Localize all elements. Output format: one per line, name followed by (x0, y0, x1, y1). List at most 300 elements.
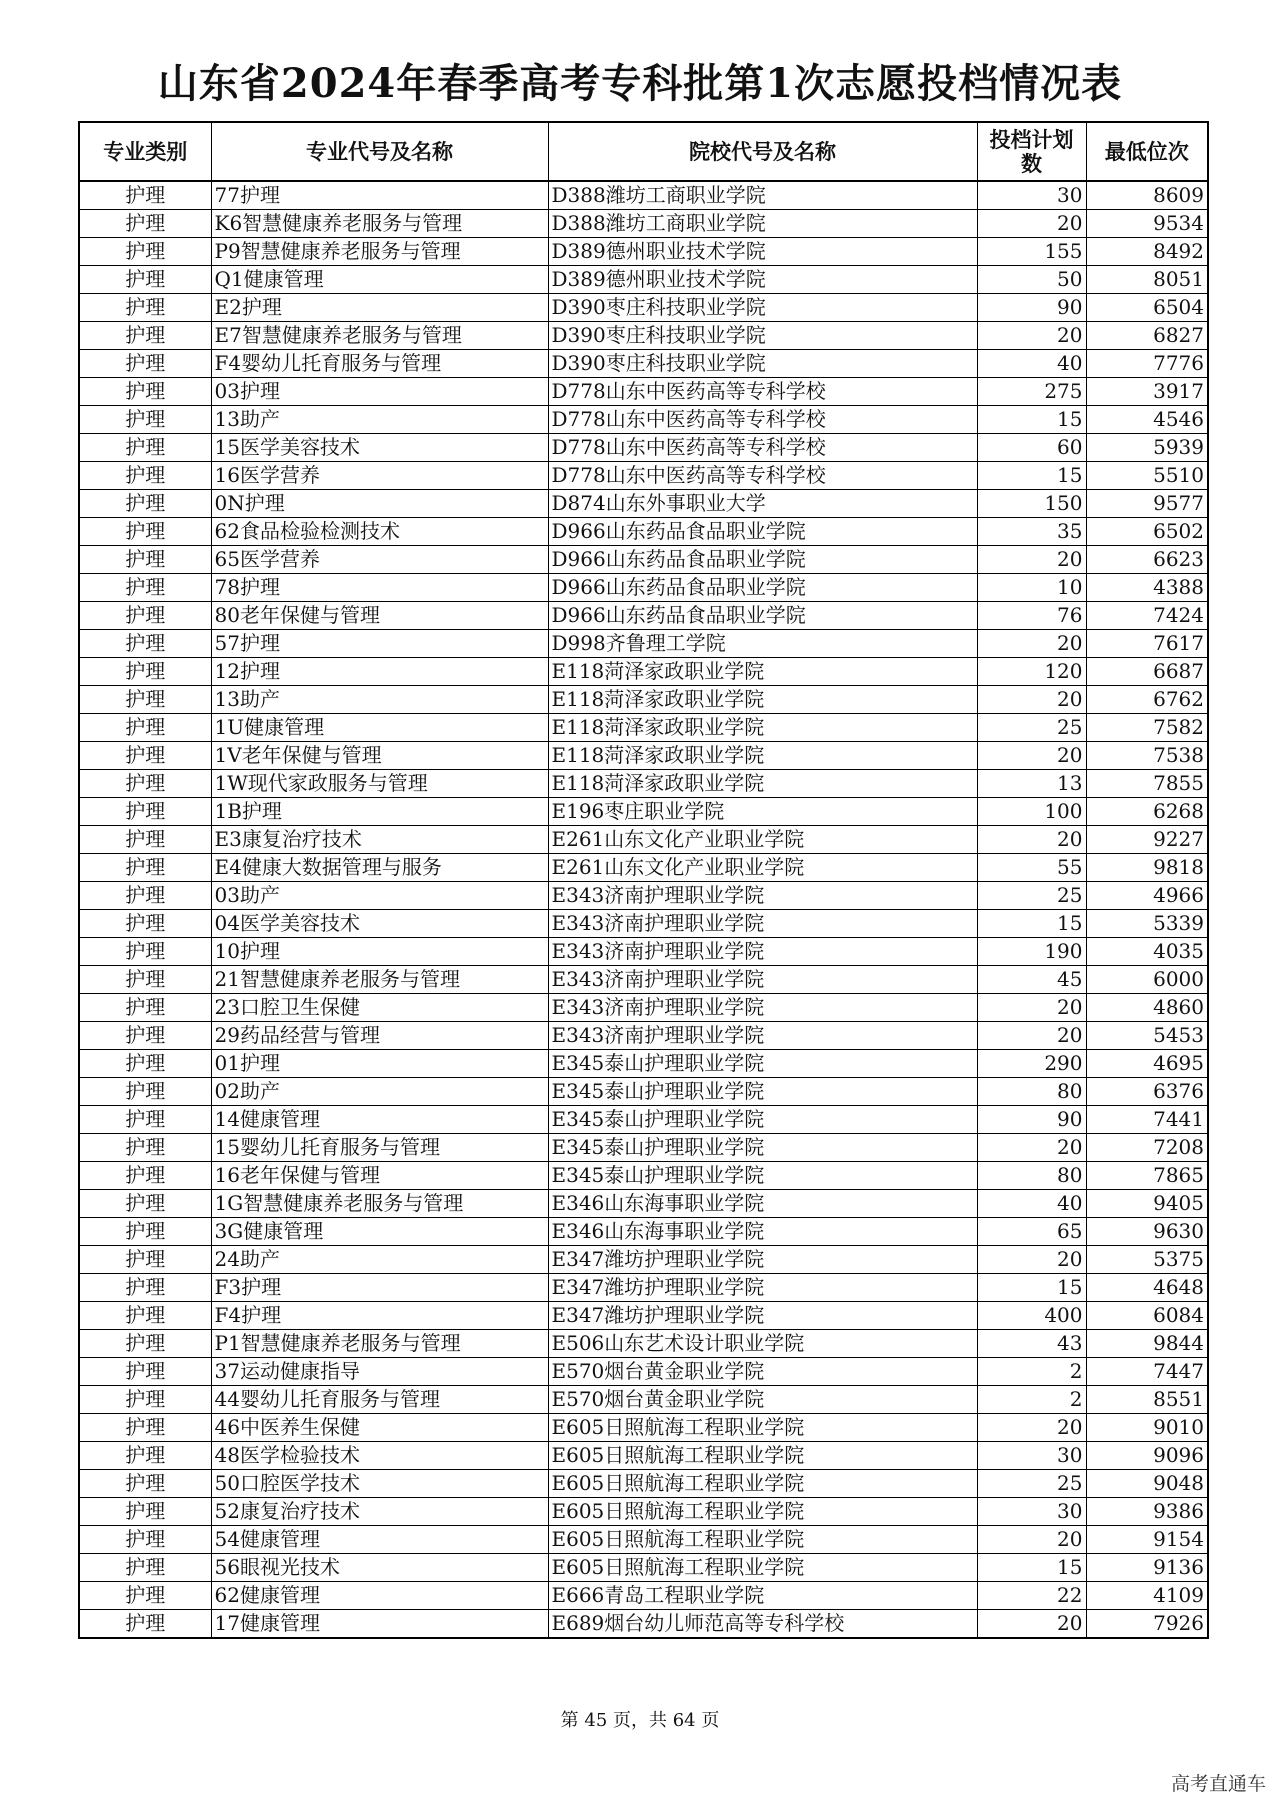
table-row (79, 1442, 1208, 1470)
cell-major: 65医学营养 (211, 546, 548, 574)
cell-category: 护理 (79, 378, 211, 406)
cell-category: 护理 (79, 882, 211, 910)
header-rank: 最低位次 (1086, 122, 1208, 181)
cell-category: 护理 (79, 1470, 211, 1498)
header-plan: 投档计划数 (977, 122, 1086, 181)
cell-school: E343济南护理职业学院 (548, 994, 977, 1022)
cell-major: 54健康管理 (211, 1526, 548, 1554)
cell-school: E345泰山护理职业学院 (548, 1050, 977, 1078)
cell-plan: 20 (977, 322, 1086, 350)
table-row (79, 854, 1208, 882)
table-row (79, 1106, 1208, 1134)
cell-major: 16老年保健与管理 (211, 1162, 548, 1190)
cell-plan: 2 (977, 1386, 1086, 1414)
cell-rank: 7582 (1086, 714, 1208, 742)
cell-plan: 290 (977, 1050, 1086, 1078)
cell-category: 护理 (79, 322, 211, 350)
cell-rank: 5339 (1086, 910, 1208, 938)
cell-major: E2护理 (211, 294, 548, 322)
cell-rank: 9534 (1086, 210, 1208, 238)
cell-major: 52康复治疗技术 (211, 1498, 548, 1526)
cell-major: 01护理 (211, 1050, 548, 1078)
cell-category: 护理 (79, 1330, 211, 1358)
cell-plan: 15 (977, 406, 1086, 434)
cell-major: 21智慧健康养老服务与管理 (211, 966, 548, 994)
cell-major: 02助产 (211, 1078, 548, 1106)
cell-school: D390枣庄科技职业学院 (548, 322, 977, 350)
cell-school: D778山东中医药高等专科学校 (548, 434, 977, 462)
table-row (79, 1134, 1208, 1162)
table-row (79, 350, 1208, 378)
cell-school: E261山东文化产业职业学院 (548, 854, 977, 882)
cell-school: D874山东外事职业大学 (548, 490, 977, 518)
cell-category: 护理 (79, 1162, 211, 1190)
cell-rank: 3917 (1086, 378, 1208, 406)
cell-school: E346山东海事职业学院 (548, 1218, 977, 1246)
cell-school: E605日照航海工程职业学院 (548, 1414, 977, 1442)
cell-rank: 6000 (1086, 966, 1208, 994)
page-footer: 第 45 页，共 64 页 (560, 1710, 720, 1731)
cell-category: 护理 (79, 1610, 211, 1639)
cell-plan: 45 (977, 966, 1086, 994)
cell-rank: 5510 (1086, 462, 1208, 490)
cell-rank: 9136 (1086, 1554, 1208, 1582)
cell-rank: 6762 (1086, 686, 1208, 714)
cell-school: E345泰山护理职业学院 (548, 1078, 977, 1106)
cell-school: E343济南护理职业学院 (548, 938, 977, 966)
cell-school: D390枣庄科技职业学院 (548, 294, 977, 322)
cell-school: E196枣庄职业学院 (548, 798, 977, 826)
table-row (79, 882, 1208, 910)
cell-category: 护理 (79, 1078, 211, 1106)
cell-rank: 9405 (1086, 1190, 1208, 1218)
cell-plan: 20 (977, 1134, 1086, 1162)
cell-rank: 8551 (1086, 1386, 1208, 1414)
cell-major: 1W现代家政服务与管理 (211, 770, 548, 798)
table-body (79, 181, 1208, 1638)
cell-major: 14健康管理 (211, 1106, 548, 1134)
cell-rank: 7776 (1086, 350, 1208, 378)
cell-school: E343济南护理职业学院 (548, 966, 977, 994)
cell-school: D778山东中医药高等专科学校 (548, 462, 977, 490)
cell-school: E118菏泽家政职业学院 (548, 742, 977, 770)
cell-rank: 6268 (1086, 798, 1208, 826)
cell-plan: 20 (977, 826, 1086, 854)
cell-plan: 15 (977, 1554, 1086, 1582)
cell-category: 护理 (79, 574, 211, 602)
cell-plan: 15 (977, 1274, 1086, 1302)
cell-major: 24助产 (211, 1246, 548, 1274)
table-row (79, 938, 1208, 966)
page-title: 山东省2024年春季高考专科批第1次志愿投档情况表 (157, 60, 1123, 107)
table-row (79, 994, 1208, 1022)
cell-category: 护理 (79, 1582, 211, 1610)
cell-major: 78护理 (211, 574, 548, 602)
table-row (79, 1582, 1208, 1610)
cell-plan: 76 (977, 602, 1086, 630)
table-row (79, 602, 1208, 630)
cell-category: 护理 (79, 406, 211, 434)
table-row (79, 826, 1208, 854)
header-school: 院校代号及名称 (548, 122, 977, 181)
cell-category: 护理 (79, 490, 211, 518)
cell-plan: 20 (977, 1526, 1086, 1554)
table-row (79, 1246, 1208, 1274)
table-row (79, 910, 1208, 938)
cell-major: 77护理 (211, 181, 548, 210)
cell-rank: 4648 (1086, 1274, 1208, 1302)
cell-major: F3护理 (211, 1274, 548, 1302)
cell-rank: 5939 (1086, 434, 1208, 462)
cell-major: 15婴幼儿托育服务与管理 (211, 1134, 548, 1162)
cell-rank: 9818 (1086, 854, 1208, 882)
cell-major: 1U健康管理 (211, 714, 548, 742)
cell-category: 护理 (79, 181, 211, 210)
cell-school: D389德州职业技术学院 (548, 266, 977, 294)
cell-rank: 9154 (1086, 1526, 1208, 1554)
cell-major: 37运动健康指导 (211, 1358, 548, 1386)
cell-plan: 10 (977, 574, 1086, 602)
cell-category: 护理 (79, 1414, 211, 1442)
cell-category: 护理 (79, 266, 211, 294)
table-row (79, 1190, 1208, 1218)
cell-major: 80老年保健与管理 (211, 602, 548, 630)
table-row (79, 966, 1208, 994)
cell-category: 护理 (79, 1498, 211, 1526)
cell-major: P9智慧健康养老服务与管理 (211, 238, 548, 266)
cell-plan: 15 (977, 910, 1086, 938)
table-row (79, 1078, 1208, 1106)
cell-school: E345泰山护理职业学院 (548, 1134, 977, 1162)
cell-plan: 13 (977, 770, 1086, 798)
cell-major: 62食品检验检测技术 (211, 518, 548, 546)
cell-plan: 275 (977, 378, 1086, 406)
table-row (79, 1610, 1208, 1639)
table-row (79, 546, 1208, 574)
cell-plan: 20 (977, 1246, 1086, 1274)
cell-major: 12护理 (211, 658, 548, 686)
cell-plan: 20 (977, 1610, 1086, 1639)
cell-plan: 400 (977, 1302, 1086, 1330)
admission-table (78, 121, 1209, 1639)
cell-plan: 25 (977, 714, 1086, 742)
cell-category: 护理 (79, 770, 211, 798)
cell-school: D998齐鲁理工学院 (548, 630, 977, 658)
cell-rank: 9386 (1086, 1498, 1208, 1526)
cell-plan: 20 (977, 210, 1086, 238)
cell-rank: 6687 (1086, 658, 1208, 686)
cell-category: 护理 (79, 238, 211, 266)
table-row (79, 1218, 1208, 1246)
cell-school: D966山东药品食品职业学院 (548, 546, 977, 574)
cell-major: Q1健康管理 (211, 266, 548, 294)
cell-plan: 60 (977, 434, 1086, 462)
table-row (79, 1022, 1208, 1050)
cell-rank: 9227 (1086, 826, 1208, 854)
cell-rank: 8609 (1086, 181, 1208, 210)
cell-school: D388潍坊工商职业学院 (548, 181, 977, 210)
table-row (79, 770, 1208, 798)
cell-plan: 20 (977, 742, 1086, 770)
cell-rank: 7447 (1086, 1358, 1208, 1386)
cell-school: D966山东药品食品职业学院 (548, 574, 977, 602)
table-row (79, 462, 1208, 490)
cell-major: 10护理 (211, 938, 548, 966)
cell-plan: 40 (977, 1190, 1086, 1218)
cell-school: E605日照航海工程职业学院 (548, 1470, 977, 1498)
cell-rank: 4546 (1086, 406, 1208, 434)
cell-category: 护理 (79, 1274, 211, 1302)
cell-plan: 155 (977, 238, 1086, 266)
cell-school: E346山东海事职业学院 (548, 1190, 977, 1218)
cell-major: 17健康管理 (211, 1610, 548, 1639)
cell-major: 56眼视光技术 (211, 1554, 548, 1582)
cell-category: 护理 (79, 1218, 211, 1246)
cell-category: 护理 (79, 1526, 211, 1554)
cell-school: E570烟台黄金职业学院 (548, 1358, 977, 1386)
cell-category: 护理 (79, 1190, 211, 1218)
table-row (79, 1302, 1208, 1330)
cell-major: F4护理 (211, 1302, 548, 1330)
cell-plan: 20 (977, 630, 1086, 658)
cell-plan: 20 (977, 686, 1086, 714)
cell-plan: 80 (977, 1162, 1086, 1190)
table-row (79, 686, 1208, 714)
table-row (79, 1330, 1208, 1358)
cell-rank: 6502 (1086, 518, 1208, 546)
cell-school: E666青岛工程职业学院 (548, 1582, 977, 1610)
table-row (79, 238, 1208, 266)
cell-plan: 50 (977, 266, 1086, 294)
cell-plan: 35 (977, 518, 1086, 546)
cell-major: 46中医养生保健 (211, 1414, 548, 1442)
cell-plan: 20 (977, 994, 1086, 1022)
cell-rank: 4695 (1086, 1050, 1208, 1078)
cell-category: 护理 (79, 434, 211, 462)
cell-category: 护理 (79, 966, 211, 994)
cell-school: E605日照航海工程职业学院 (548, 1526, 977, 1554)
table-row (79, 210, 1208, 238)
cell-major: 62健康管理 (211, 1582, 548, 1610)
cell-major: 50口腔医学技术 (211, 1470, 548, 1498)
table-row (79, 1554, 1208, 1582)
cell-rank: 4860 (1086, 994, 1208, 1022)
cell-school: E347潍坊护理职业学院 (548, 1274, 977, 1302)
cell-major: P1智慧健康养老服务与管理 (211, 1330, 548, 1358)
table-row (79, 574, 1208, 602)
cell-rank: 9577 (1086, 490, 1208, 518)
cell-category: 护理 (79, 742, 211, 770)
cell-rank: 6376 (1086, 1078, 1208, 1106)
cell-category: 护理 (79, 854, 211, 882)
cell-rank: 7617 (1086, 630, 1208, 658)
cell-school: D966山东药品食品职业学院 (548, 518, 977, 546)
cell-school: E118菏泽家政职业学院 (548, 658, 977, 686)
table-row (79, 1358, 1208, 1386)
cell-rank: 4109 (1086, 1582, 1208, 1610)
table-row (79, 1470, 1208, 1498)
cell-school: E605日照航海工程职业学院 (548, 1442, 977, 1470)
cell-school: D778山东中医药高等专科学校 (548, 378, 977, 406)
table-row (79, 1050, 1208, 1078)
cell-category: 护理 (79, 714, 211, 742)
cell-category: 护理 (79, 686, 211, 714)
cell-plan: 150 (977, 490, 1086, 518)
cell-plan: 80 (977, 1078, 1086, 1106)
cell-school: E605日照航海工程职业学院 (548, 1498, 977, 1526)
cell-major: 13助产 (211, 686, 548, 714)
cell-rank: 8492 (1086, 238, 1208, 266)
cell-plan: 25 (977, 882, 1086, 910)
cell-category: 护理 (79, 658, 211, 686)
cell-category: 护理 (79, 910, 211, 938)
cell-major: 16医学营养 (211, 462, 548, 490)
cell-school: E261山东文化产业职业学院 (548, 826, 977, 854)
cell-school: E118菏泽家政职业学院 (548, 770, 977, 798)
cell-rank: 7855 (1086, 770, 1208, 798)
cell-plan: 20 (977, 546, 1086, 574)
cell-rank: 6623 (1086, 546, 1208, 574)
cell-category: 护理 (79, 1554, 211, 1582)
cell-rank: 9630 (1086, 1218, 1208, 1246)
table-row (79, 1386, 1208, 1414)
cell-rank: 6504 (1086, 294, 1208, 322)
cell-school: E345泰山护理职业学院 (548, 1162, 977, 1190)
cell-school: D388潍坊工商职业学院 (548, 210, 977, 238)
table-row (79, 658, 1208, 686)
table-row (79, 322, 1208, 350)
table-row (79, 518, 1208, 546)
table-row (79, 406, 1208, 434)
cell-plan: 20 (977, 1414, 1086, 1442)
cell-category: 护理 (79, 1302, 211, 1330)
table-row (79, 742, 1208, 770)
cell-major: F4婴幼儿托育服务与管理 (211, 350, 548, 378)
cell-category: 护理 (79, 1358, 211, 1386)
table-row (79, 434, 1208, 462)
cell-major: 13助产 (211, 406, 548, 434)
cell-category: 护理 (79, 518, 211, 546)
cell-rank: 5375 (1086, 1246, 1208, 1274)
cell-rank: 7926 (1086, 1610, 1208, 1639)
cell-rank: 4388 (1086, 574, 1208, 602)
cell-plan: 25 (977, 1470, 1086, 1498)
cell-plan: 15 (977, 462, 1086, 490)
cell-major: 0N护理 (211, 490, 548, 518)
cell-major: K6智慧健康养老服务与管理 (211, 210, 548, 238)
cell-school: E570烟台黄金职业学院 (548, 1386, 977, 1414)
table-row (79, 630, 1208, 658)
cell-category: 护理 (79, 994, 211, 1022)
cell-school: D778山东中医药高等专科学校 (548, 406, 977, 434)
cell-school: E347潍坊护理职业学院 (548, 1302, 977, 1330)
cell-plan: 55 (977, 854, 1086, 882)
table-row (79, 378, 1208, 406)
cell-school: E605日照航海工程职业学院 (548, 1554, 977, 1582)
cell-category: 护理 (79, 462, 211, 490)
cell-school: D390枣庄科技职业学院 (548, 350, 977, 378)
cell-school: E343济南护理职业学院 (548, 910, 977, 938)
cell-category: 护理 (79, 210, 211, 238)
table-row (79, 798, 1208, 826)
cell-major: 23口腔卫生保健 (211, 994, 548, 1022)
cell-major: E4健康大数据管理与服务 (211, 854, 548, 882)
cell-plan: 100 (977, 798, 1086, 826)
cell-school: D966山东药品食品职业学院 (548, 602, 977, 630)
cell-category: 护理 (79, 1022, 211, 1050)
table-row (79, 1526, 1208, 1554)
cell-school: E347潍坊护理职业学院 (548, 1246, 977, 1274)
table-row (79, 1162, 1208, 1190)
header-major: 专业代号及名称 (211, 122, 548, 181)
table-row (79, 181, 1208, 210)
cell-rank: 9844 (1086, 1330, 1208, 1358)
cell-category: 护理 (79, 546, 211, 574)
cell-school: E345泰山护理职业学院 (548, 1106, 977, 1134)
cell-category: 护理 (79, 1050, 211, 1078)
cell-category: 护理 (79, 826, 211, 854)
table-row (79, 1274, 1208, 1302)
cell-school: E118菏泽家政职业学院 (548, 686, 977, 714)
cell-school: E118菏泽家政职业学院 (548, 714, 977, 742)
table-row (79, 266, 1208, 294)
cell-category: 护理 (79, 1386, 211, 1414)
cell-rank: 6084 (1086, 1302, 1208, 1330)
cell-major: 44婴幼儿托育服务与管理 (211, 1386, 548, 1414)
cell-major: 3G健康管理 (211, 1218, 548, 1246)
cell-major: 15医学美容技术 (211, 434, 548, 462)
cell-rank: 7865 (1086, 1162, 1208, 1190)
table-row (79, 294, 1208, 322)
cell-rank: 5453 (1086, 1022, 1208, 1050)
cell-major: 03助产 (211, 882, 548, 910)
watermark: 高考直通车 (1170, 1773, 1266, 1795)
cell-rank: 7424 (1086, 602, 1208, 630)
cell-plan: 2 (977, 1358, 1086, 1386)
cell-rank: 9010 (1086, 1414, 1208, 1442)
cell-rank: 9048 (1086, 1470, 1208, 1498)
cell-rank: 7441 (1086, 1106, 1208, 1134)
cell-plan: 40 (977, 350, 1086, 378)
table-row (79, 714, 1208, 742)
cell-rank: 9096 (1086, 1442, 1208, 1470)
cell-rank: 4035 (1086, 938, 1208, 966)
cell-category: 护理 (79, 1442, 211, 1470)
cell-major: 04医学美容技术 (211, 910, 548, 938)
cell-rank: 6827 (1086, 322, 1208, 350)
cell-plan: 90 (977, 294, 1086, 322)
cell-plan: 120 (977, 658, 1086, 686)
cell-school: E343济南护理职业学院 (548, 882, 977, 910)
cell-major: 57护理 (211, 630, 548, 658)
cell-major: 48医学检验技术 (211, 1442, 548, 1470)
cell-category: 护理 (79, 1134, 211, 1162)
cell-rank: 7538 (1086, 742, 1208, 770)
cell-school: E506山东艺术设计职业学院 (548, 1330, 977, 1358)
cell-category: 护理 (79, 938, 211, 966)
table-row (79, 490, 1208, 518)
table-row (79, 1498, 1208, 1526)
header-category: 专业类别 (79, 122, 211, 181)
cell-rank: 7208 (1086, 1134, 1208, 1162)
cell-plan: 20 (977, 1022, 1086, 1050)
cell-category: 护理 (79, 350, 211, 378)
cell-category: 护理 (79, 602, 211, 630)
cell-major: 03护理 (211, 378, 548, 406)
cell-plan: 65 (977, 1218, 1086, 1246)
cell-major: E3康复治疗技术 (211, 826, 548, 854)
cell-school: D389德州职业技术学院 (548, 238, 977, 266)
